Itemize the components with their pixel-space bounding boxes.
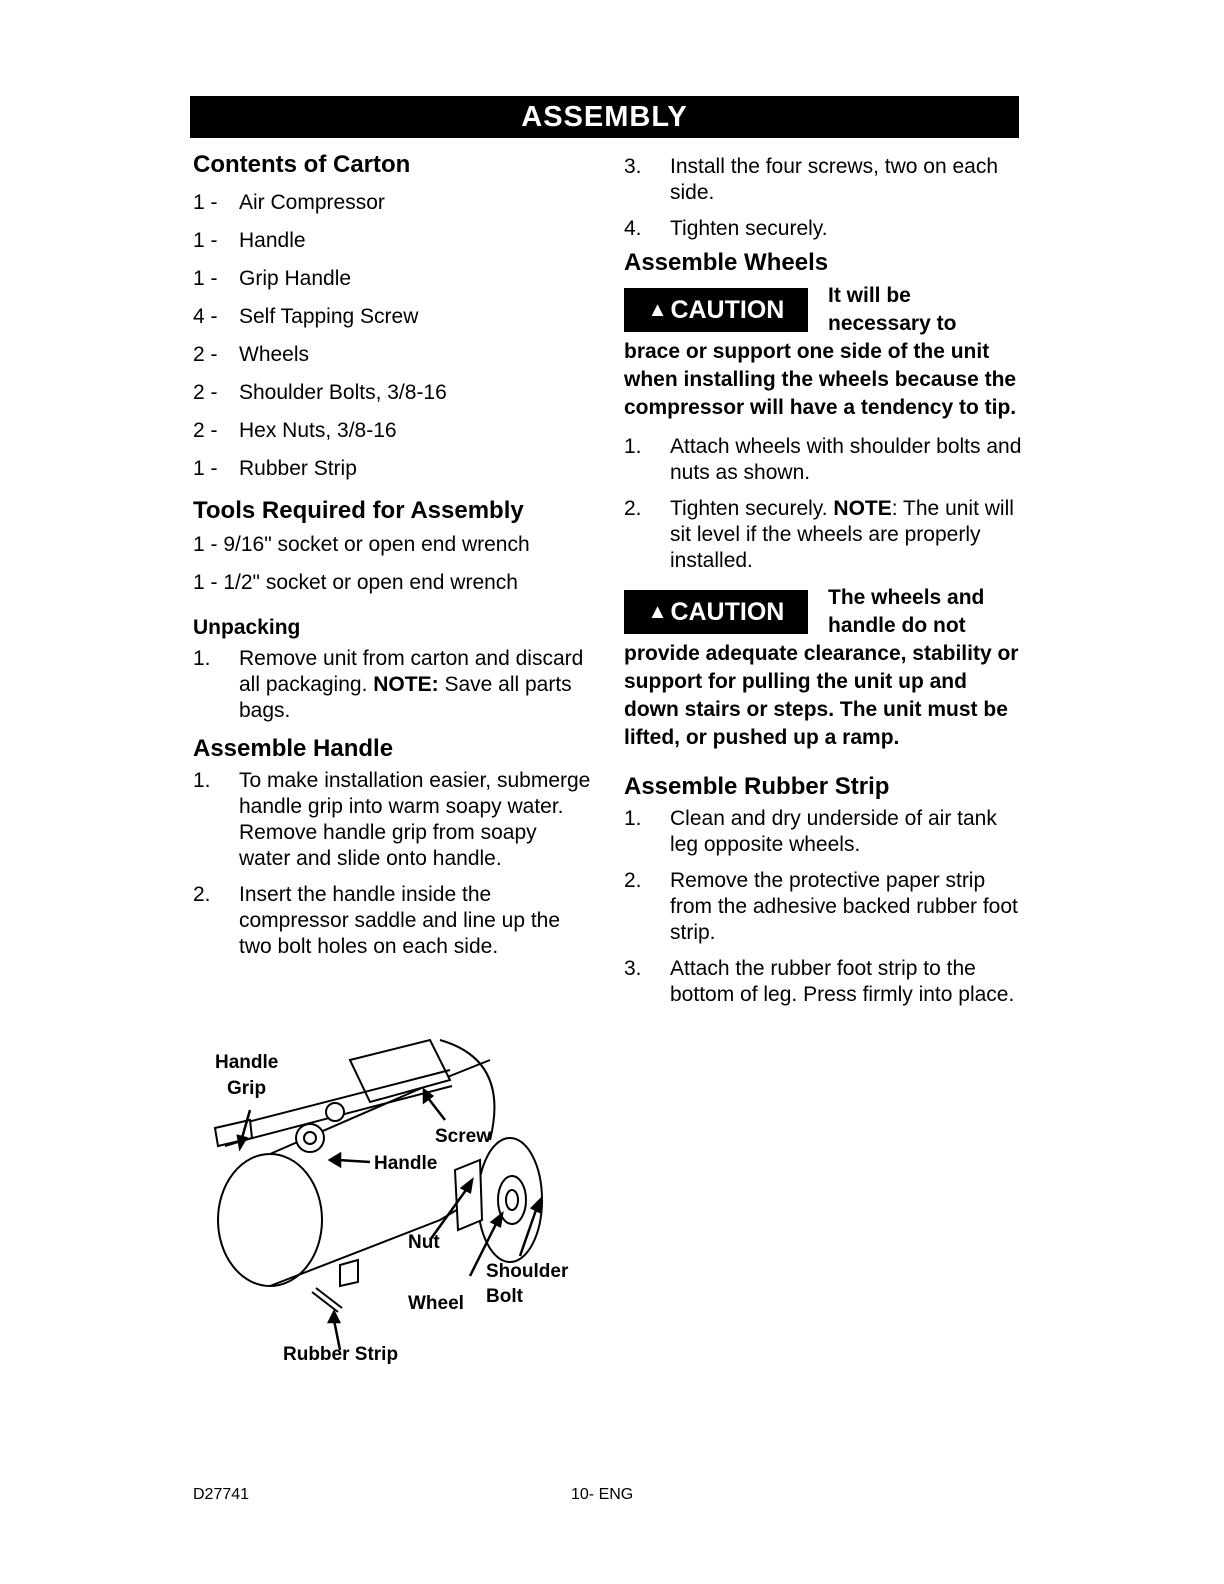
label-handle: Handle: [374, 1153, 438, 1174]
warning-triangle-icon: ▲: [647, 601, 668, 623]
handle-steps: [193, 768, 593, 960]
list-item: 2. Remove the protective paper strip from the adhesive backed rubber foot strip.: [624, 869, 1018, 944]
list-item: 3. Attach the rubber foot strip to the bottom of leg. Press firmly into place.: [624, 957, 1015, 1006]
assemble-handle-heading: Assemble Handle: [193, 735, 394, 762]
list-item: 1 - Air Compressor: [193, 191, 385, 214]
handle-steps-continued: [624, 154, 1024, 242]
list-item: 4. Tighten securely.: [624, 217, 828, 240]
tools-heading: Tools Required for Assembly: [193, 497, 524, 524]
label-wheel: Wheel: [408, 1293, 464, 1314]
list-item: 1 - 1/2" socket or open end wrench: [193, 571, 518, 594]
label-handle-grip: Handle: [215, 1052, 279, 1073]
list-item: 2 - Hex Nuts, 3/8-16: [193, 419, 397, 442]
parts-list: [193, 184, 593, 488]
wheels-steps: [624, 434, 1024, 574]
left-column: [193, 150, 593, 970]
list-item: 2. Insert the handle inside the compressor saddle and line up the two bolt holes on each side.: [193, 883, 561, 958]
warning-triangle-icon: ▲: [647, 299, 668, 321]
label-nut: Nut: [408, 1232, 440, 1253]
list-item: 1. Remove unit from carton and discard all packaging. NOTE: Save all parts bags.: [193, 647, 584, 722]
list-item: 1 - 9/16" socket or open end wrench: [193, 533, 530, 556]
list-item: 1. Attach wheels with shoulder bolts and nuts as shown.: [624, 435, 1022, 484]
caution-head-text: The wheels and handle do not: [828, 586, 985, 637]
caution-badge: ▲ CAUTION: [624, 288, 808, 332]
caution-notice: [624, 584, 1024, 752]
list-item: 3. Install the four screws, two on each side.: [624, 155, 998, 204]
caution-body-text: brace or support one side of the unit when installing the wheels because the compressor will have a tendency to tip.: [624, 340, 1017, 419]
contents-heading: Contents of Carton: [193, 151, 411, 178]
right-column: [624, 150, 1024, 1018]
assemble-rubber-strip-heading: Assemble Rubber Strip: [624, 773, 890, 800]
label-rubber-strip: Rubber Strip: [283, 1344, 399, 1365]
list-item: 1. Clean and dry underside of air tank leg opposite wheels.: [624, 807, 997, 856]
list-item: 4 - Self Tapping Screw: [193, 305, 419, 328]
label-grip: Grip: [227, 1078, 267, 1099]
list-item: 2. Tighten securely. NOTE: The unit will sit level if the wheels are properly installed.: [624, 497, 1014, 572]
unpacking-heading: Unpacking: [193, 616, 301, 639]
label-screw: Screw: [435, 1126, 491, 1147]
label-shoulder: Shoulder: [486, 1261, 569, 1282]
assembly-diagram: [190, 1020, 590, 1380]
unpacking-steps: [193, 646, 593, 724]
compressor-illustration: [190, 1020, 590, 1380]
page-number: 10- ENG: [571, 1486, 634, 1503]
caution-badge: ▲ CAUTION: [624, 590, 808, 634]
caution-notice: [624, 282, 1024, 422]
document-number: D27741: [193, 1486, 250, 1503]
assemble-wheels-heading: Assemble Wheels: [624, 249, 829, 276]
list-item: 1 - Rubber Strip: [193, 457, 357, 480]
section-banner: ASSEMBLY: [190, 96, 1019, 138]
label-bolt: Bolt: [486, 1286, 523, 1307]
list-item: 1 - Grip Handle: [193, 267, 352, 290]
rubber-steps: [624, 806, 1024, 1008]
caution-head-text: It will be necessary to: [828, 284, 957, 335]
caution-body-text: provide adequate clearance, stability or support for pulling the unit up and down stairs or steps. The unit must be lifted, or pushed up a ramp.: [624, 642, 1019, 749]
list-item: 1. To make installation easier, submerge handle grip into warm soapy water. Remove handle grip from soapy water and slide onto handle.: [193, 769, 591, 870]
list-item: 1 - Handle: [193, 229, 306, 252]
list-item: 2 - Shoulder Bolts, 3/8-16: [193, 381, 447, 404]
list-item: 2 - Wheels: [193, 343, 310, 366]
